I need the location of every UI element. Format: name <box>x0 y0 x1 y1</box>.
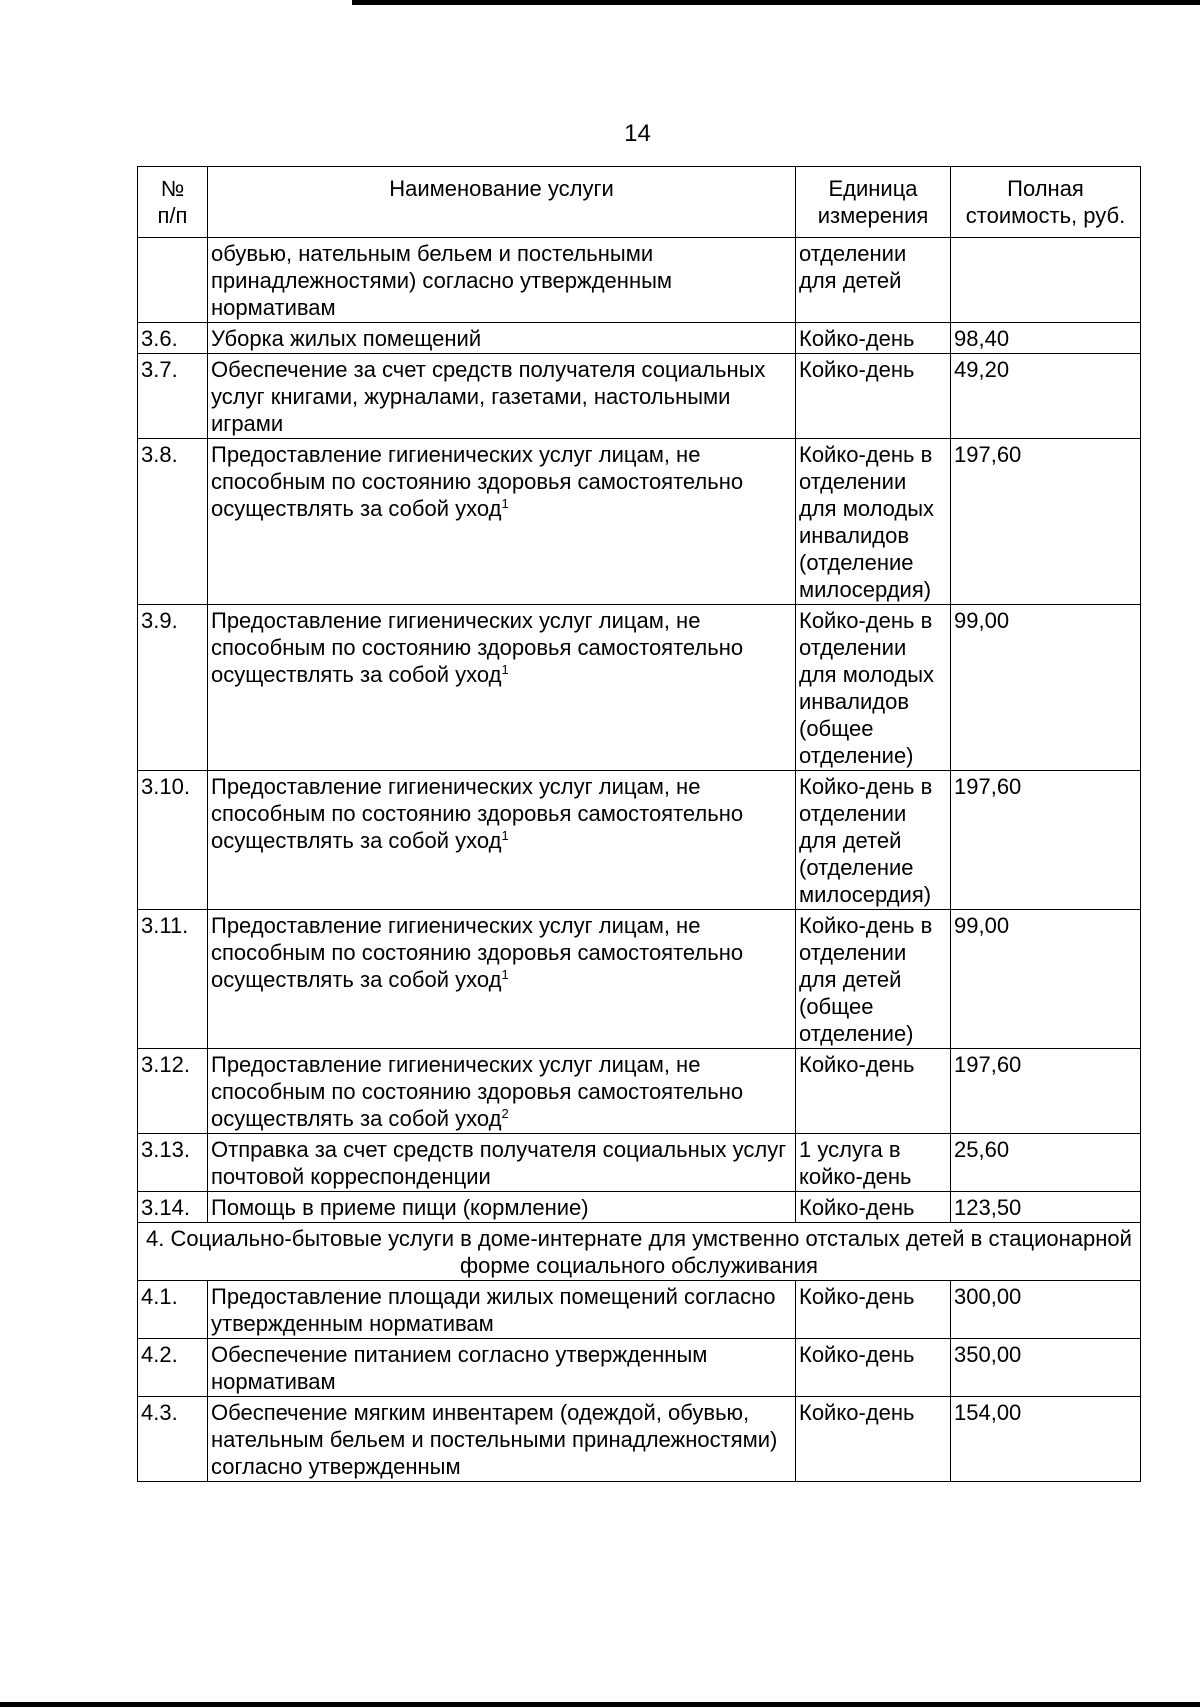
footnote-marker: 1 <box>501 662 509 677</box>
service-name: Предоставление гигиенических услуг лицам, не способным по состоянию здоровья самостоятельно осуществлять за собой уход <box>211 442 744 521</box>
full-cost: 350,00 <box>951 1339 1141 1397</box>
unit-of-measure: 1 услуга в койко-день <box>796 1134 951 1192</box>
service-name-cell <box>208 1192 796 1223</box>
service-name: Обеспечение мягким инвентарем (одеждой, обувью, нательным бельем и постельными принадлежностями) согласно утвержденным <box>211 1400 778 1479</box>
service-name-cell <box>208 1134 796 1192</box>
unit-of-measure: Койко-день в отделении для детей (отделение милосердия) <box>796 771 951 910</box>
service-name: Обеспечение за счет средств получателя социальных услуг книгами, журналами, газетами, настольными играми <box>211 357 766 436</box>
table-row <box>138 1397 1141 1482</box>
row-number: 3.6. <box>138 323 208 354</box>
row-number: 3.10. <box>138 771 208 910</box>
full-cost: 98,40 <box>951 323 1141 354</box>
row-number: 3.9. <box>138 605 208 771</box>
table-row <box>138 605 1141 771</box>
row-number: 4.3. <box>138 1397 208 1482</box>
row-number: 3.7. <box>138 354 208 439</box>
full-cost: 123,50 <box>951 1192 1141 1223</box>
table-row <box>138 354 1141 439</box>
unit-of-measure: Койко-день <box>796 1192 951 1223</box>
row-number: 4.2. <box>138 1339 208 1397</box>
bottom-border-rule <box>0 1702 1200 1707</box>
row-number: 3.8. <box>138 439 208 605</box>
section-heading: 4. Социально-бытовые услуги в доме-интернате для умственно отсталых детей в стационарной форме социального обслуживания <box>138 1223 1141 1281</box>
full-cost: 99,00 <box>951 605 1141 771</box>
service-name-cell <box>208 1049 796 1134</box>
table-row <box>138 1049 1141 1134</box>
table-row <box>138 323 1141 354</box>
row-number: 4.1. <box>138 1281 208 1339</box>
full-cost: 197,60 <box>951 771 1141 910</box>
service-name-cell <box>208 1397 796 1482</box>
service-name: Предоставление гигиенических услуг лицам, не способным по состоянию здоровья самостоятельно осуществлять за собой уход <box>211 608 744 687</box>
full-cost: 99,00 <box>951 910 1141 1049</box>
header-number: № п/п <box>138 167 208 238</box>
page-number: 14 <box>624 120 651 147</box>
full-cost: 154,00 <box>951 1397 1141 1482</box>
row-number: 3.12. <box>138 1049 208 1134</box>
full-cost: 49,20 <box>951 354 1141 439</box>
header-unit: Единица измерения <box>796 167 951 238</box>
unit-of-measure: Койко-день в отделении для детей (общее отделение) <box>796 910 951 1049</box>
service-name-cell <box>208 354 796 439</box>
services-price-table <box>137 166 1141 1482</box>
table-header-row <box>138 167 1141 238</box>
table-body <box>138 238 1141 1482</box>
service-name: Помощь в приеме пищи (кормление) <box>211 1195 589 1220</box>
unit-of-measure: Койко-день <box>796 323 951 354</box>
unit-of-measure: Койко-день <box>796 354 951 439</box>
unit-of-measure: Койко-день <box>796 1397 951 1482</box>
full-cost: 25,60 <box>951 1134 1141 1192</box>
footnote-marker: 1 <box>501 967 509 982</box>
row-number: 3.13. <box>138 1134 208 1192</box>
service-name-cell <box>208 238 796 323</box>
service-name-cell <box>208 323 796 354</box>
service-name: Обеспечение питанием согласно утвержденным нормативам <box>211 1342 708 1394</box>
service-name: обувью, нательным бельем и постельными принадлежностями) согласно утвержденным нормативам <box>211 241 673 320</box>
service-name-cell <box>208 910 796 1049</box>
table-row <box>138 439 1141 605</box>
unit-of-measure: отделении для детей <box>796 238 951 323</box>
full-cost: 300,00 <box>951 1281 1141 1339</box>
service-name-cell <box>208 439 796 605</box>
table-row <box>138 1134 1141 1192</box>
service-name: Предоставление гигиенических услуг лицам, не способным по состоянию здоровья самостоятельно осуществлять за собой уход <box>211 913 744 992</box>
service-name-cell <box>208 1281 796 1339</box>
unit-of-measure: Койко-день <box>796 1339 951 1397</box>
unit-of-measure: Койко-день <box>796 1281 951 1339</box>
service-name-cell <box>208 605 796 771</box>
table-row <box>138 238 1141 323</box>
footnote-marker: 2 <box>501 1106 509 1121</box>
row-number: 3.11. <box>138 910 208 1049</box>
full-cost: 197,60 <box>951 1049 1141 1134</box>
service-name: Предоставление площади жилых помещений согласно утвержденным нормативам <box>211 1284 776 1336</box>
table-row <box>138 1281 1141 1339</box>
section-heading-row <box>138 1223 1141 1281</box>
unit-of-measure: Койко-день в отделении для молодых инвалидов (отделение милосердия) <box>796 439 951 605</box>
unit-of-measure: Койко-день в отделении для молодых инвалидов (общее отделение) <box>796 605 951 771</box>
service-name: Предоставление гигиенических услуг лицам, не способным по состоянию здоровья самостоятельно осуществлять за собой уход <box>211 774 744 853</box>
full-cost <box>951 238 1141 323</box>
row-number: 3.14. <box>138 1192 208 1223</box>
service-name-cell <box>208 1339 796 1397</box>
table-row <box>138 1192 1141 1223</box>
full-cost: 197,60 <box>951 439 1141 605</box>
header-full-cost: Полная стоимость, руб. <box>951 167 1141 238</box>
unit-of-measure: Койко-день <box>796 1049 951 1134</box>
service-name: Уборка жилых помещений <box>211 326 482 351</box>
top-border-rule <box>352 0 1200 5</box>
service-name: Отправка за счет средств получателя социальных услуг почтовой корреспонденции <box>211 1137 787 1189</box>
table-row <box>138 771 1141 910</box>
footnote-marker: 1 <box>501 496 509 511</box>
header-service-name: Наименование услуги <box>208 167 796 238</box>
table-row <box>138 910 1141 1049</box>
service-name: Предоставление гигиенических услуг лицам, не способным по состоянию здоровья самостоятельно осуществлять за собой уход <box>211 1052 744 1131</box>
row-number <box>138 238 208 323</box>
footnote-marker: 1 <box>501 828 509 843</box>
table-row <box>138 1339 1141 1397</box>
service-name-cell <box>208 771 796 910</box>
